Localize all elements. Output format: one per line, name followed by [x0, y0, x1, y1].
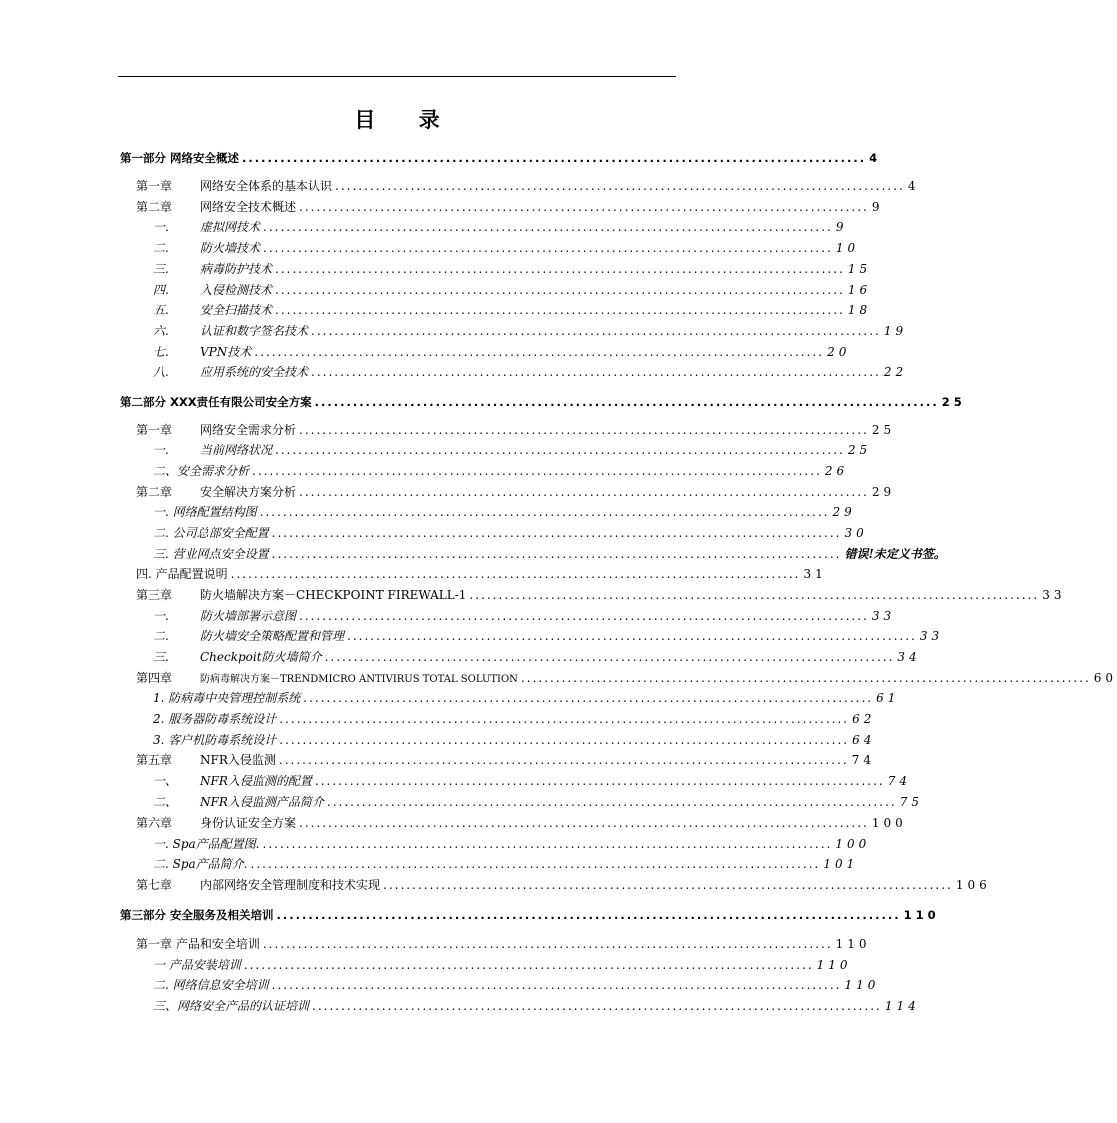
- leader-dots: ..................................................................................................: [254, 345, 825, 359]
- toc-section-num: 一.: [153, 220, 169, 234]
- toc-part-2[interactable]: [120, 394, 966, 410]
- toc-page: 29: [832, 505, 856, 519]
- leader-dots: ..................................................................................................: [250, 857, 821, 871]
- toc-label: 3. 客户机防毒系统设计: [153, 733, 277, 747]
- toc-page: 16: [847, 283, 872, 297]
- toc-section[interactable]: [153, 836, 871, 852]
- toc-label: 防火墙部署示意图: [200, 609, 297, 623]
- toc-chapter-num: 第六章: [136, 816, 173, 830]
- leader-dots: ..................................................................................................: [275, 303, 845, 317]
- toc-section-num: 一.: [153, 443, 169, 457]
- toc-section-num: 七.: [153, 345, 169, 359]
- toc-page: 10: [835, 241, 860, 255]
- leader-dots: ..................................................................................................: [326, 795, 897, 809]
- toc-section-num: 二、: [153, 795, 178, 809]
- leader-dots: ..................................................................................................: [262, 937, 833, 951]
- toc-label: 一. Spa产品配置图.: [153, 837, 260, 851]
- leader-dots: ..................................................................................................: [303, 691, 874, 705]
- toc-chapter[interactable]: [136, 670, 1117, 686]
- toc-page: 60: [1093, 671, 1117, 685]
- toc-chapter-num: 第四章: [136, 671, 173, 685]
- leader-dots: ..................................................................................................: [279, 733, 850, 747]
- toc-section[interactable]: [153, 344, 851, 360]
- leader-dots: ..................................................................................................: [243, 958, 814, 972]
- toc-section[interactable]: [153, 546, 946, 562]
- toc-page: 74: [851, 753, 875, 767]
- toc-label: 2. 服务器防毒系统设计: [153, 712, 277, 726]
- leader-dots: ..................................................................................................: [383, 878, 953, 892]
- leader-dots: ..................................................................................................: [278, 753, 849, 767]
- toc-section[interactable]: [153, 302, 872, 318]
- toc-page: 62: [852, 712, 876, 726]
- toc-label: 二、安全需求分析: [153, 464, 250, 478]
- toc-chapter-num: 第一章: [136, 423, 173, 437]
- toc-chapter[interactable]: [136, 178, 920, 194]
- toc-page: 9: [835, 220, 848, 234]
- toc-chapter-num: 第五章: [136, 753, 173, 767]
- toc-label: 二. 公司总部安全配置: [153, 526, 269, 540]
- toc-section-num: 二.: [153, 629, 169, 643]
- toc-page: 25: [871, 423, 896, 437]
- toc-section[interactable]: [153, 649, 921, 665]
- toc-label: 三. 营业网点安全设置: [153, 547, 269, 561]
- leader-dots: ..................................................................................................: [262, 837, 833, 851]
- toc-page: 18: [847, 303, 872, 317]
- toc-page: 106: [955, 878, 991, 892]
- toc-label: 第三部分 安全服务及相关培训: [120, 908, 274, 922]
- toc-page: 22: [883, 365, 908, 379]
- toc-label: NFR入侵监测产品简介: [200, 795, 324, 809]
- toc-chapter[interactable]: [136, 815, 907, 831]
- toc-section[interactable]: [153, 504, 856, 520]
- toc-section[interactable]: [153, 608, 896, 624]
- toc-section[interactable]: [153, 690, 900, 706]
- toc-page: 61: [876, 691, 900, 705]
- leader-dots: ..................................................................................................: [314, 774, 885, 788]
- toc-label: 二. 网络信息安全培训: [153, 978, 269, 992]
- toc-label: 三、网络安全产品的认证培训: [153, 999, 310, 1013]
- leader-dots: ..................................................................................................: [263, 241, 833, 255]
- toc-page-error: 错误!未定义书签。: [844, 547, 946, 561]
- toc-page: 100: [871, 816, 907, 830]
- leader-dots: ..................................................................................................: [299, 816, 869, 830]
- toc-label: 网络安全需求分析: [200, 423, 297, 437]
- toc-page: 34: [897, 650, 921, 664]
- toc-section[interactable]: [153, 977, 880, 993]
- toc-section[interactable]: [153, 364, 908, 380]
- leader-dots: ..................................................................................................: [275, 283, 845, 297]
- leader-dots: ..................................................................................................: [324, 650, 895, 664]
- toc-chapter[interactable]: [136, 936, 871, 952]
- toc-section[interactable]: [153, 261, 872, 277]
- toc-section-num: 一、: [153, 774, 178, 788]
- toc-chapter[interactable]: [136, 752, 875, 768]
- leader-dots: ..................................................................................................: [299, 423, 869, 437]
- leader-dots: ..................................................................................................: [242, 151, 867, 165]
- toc-label: 入侵检测技术: [200, 283, 273, 297]
- toc-page: 4: [869, 151, 882, 165]
- toc-page: 110: [835, 937, 871, 951]
- toc-label: 第一章 产品和安全培训: [136, 937, 260, 951]
- toc-page: 15: [847, 262, 872, 276]
- toc-page: 74: [887, 774, 911, 788]
- toc-section[interactable]: [153, 732, 876, 748]
- toc-page: 114: [884, 999, 920, 1013]
- toc-chapter-num: 第三章: [136, 588, 173, 602]
- leader-dots: ..................................................................................................: [314, 395, 939, 409]
- toc-label: 内部网络安全管理制度和技术实现: [200, 878, 381, 892]
- toc-section[interactable]: [153, 998, 920, 1014]
- toc-page: 29: [871, 485, 896, 499]
- toc-chapter[interactable]: [136, 877, 991, 893]
- toc-page: 64: [852, 733, 876, 747]
- leader-dots: ..................................................................................................: [271, 526, 842, 540]
- toc-label: 病毒防护技术: [200, 262, 273, 276]
- toc-label: 防火墙技术: [200, 241, 261, 255]
- toc-label: 应用系统的安全技术: [200, 365, 309, 379]
- toc-section[interactable]: [153, 219, 848, 235]
- toc-label: 安全扫描技术: [200, 303, 273, 317]
- toc-section[interactable]: [153, 323, 908, 339]
- leader-dots: ..................................................................................................: [230, 567, 801, 581]
- toc-section-num: 一.: [153, 609, 169, 623]
- toc-label: 1. 防病毒中央管理控制系统: [153, 691, 301, 705]
- toc-chapter-num: 第二章: [136, 200, 173, 214]
- leader-dots: ..................................................................................................: [279, 712, 850, 726]
- toc-page: 20: [827, 345, 851, 359]
- toc-label: NFR入侵监测: [200, 753, 276, 767]
- toc-label: Checkpoit防火墙简介: [200, 650, 322, 664]
- toc-section[interactable]: [153, 240, 860, 256]
- page-title: 目 录: [354, 107, 458, 132]
- toc-section[interactable]: [153, 856, 859, 872]
- leader-dots: ..................................................................................................: [275, 262, 845, 276]
- toc-section[interactable]: [153, 957, 852, 973]
- toc-label: 防病毒解决方案－TRENDMICRO ANTIVIRUS TOTAL SOLUTION: [200, 674, 518, 685]
- leader-dots: ..................................................................................................: [263, 220, 833, 234]
- toc-page: 33: [1042, 588, 1066, 602]
- toc-label: 认证和数字签名技术: [200, 324, 309, 338]
- toc-label: 第一部分 网络安全概述: [120, 151, 240, 165]
- leader-dots: ..................................................................................................: [347, 629, 917, 643]
- toc-label: 四. 产品配置说明: [136, 567, 228, 581]
- toc-page: 100: [835, 837, 871, 851]
- toc-page: 25: [847, 443, 872, 457]
- toc-label: 防火墙安全策略配置和管理: [200, 629, 345, 643]
- toc-label: VPN技术: [200, 345, 252, 359]
- leader-dots: ..................................................................................................: [275, 443, 845, 457]
- toc-section-num: 四.: [153, 283, 169, 297]
- toc-page: 31: [803, 567, 827, 581]
- leader-dots: ..................................................................................................: [271, 547, 842, 561]
- toc-section-num: 三.: [153, 262, 169, 276]
- toc-section-num: 六.: [153, 324, 169, 338]
- toc-section[interactable]: [153, 463, 849, 479]
- toc-label: 防火墙解决方案－CHECKPOINT FIREWALL-1: [200, 588, 467, 602]
- toc-chapter[interactable]: [136, 422, 896, 438]
- toc-page: 110: [844, 978, 880, 992]
- leader-dots: ..................................................................................................: [311, 365, 881, 379]
- toc-page: 25: [941, 395, 966, 409]
- toc-section[interactable]: [153, 628, 944, 644]
- leader-dots: ..................................................................................................: [252, 464, 822, 478]
- toc-page: 9: [871, 200, 884, 214]
- toc-part-1[interactable]: [120, 150, 882, 166]
- leader-dots: ..................................................................................................: [469, 588, 1040, 602]
- leader-dots: ..................................................................................................: [299, 485, 869, 499]
- toc-page: 33: [871, 609, 896, 623]
- toc-chapter-num: 第一章: [136, 179, 173, 193]
- toc-chapter-num: 第二章: [136, 485, 173, 499]
- leader-dots: ..................................................................................................: [259, 505, 830, 519]
- toc-label: 网络安全技术概述: [200, 200, 297, 214]
- toc-label: 安全解决方案分析: [200, 485, 297, 499]
- leader-dots: ..................................................................................................: [271, 978, 842, 992]
- toc-section[interactable]: [153, 794, 923, 810]
- toc-section[interactable]: [136, 566, 827, 582]
- toc-part-3[interactable]: [120, 907, 940, 923]
- toc-section[interactable]: [153, 773, 911, 789]
- leader-dots: ..................................................................................................: [299, 609, 869, 623]
- toc-page: 30: [844, 526, 868, 540]
- toc-label: 第二部分 XXX责任有限公司安全方案: [120, 395, 312, 409]
- leader-dots: ..................................................................................................: [312, 999, 882, 1013]
- toc-page: 33: [919, 629, 944, 643]
- toc-chapter[interactable]: [136, 484, 896, 500]
- leader-dots: ..................................................................................................: [311, 324, 881, 338]
- toc-section[interactable]: [153, 442, 872, 458]
- toc-section[interactable]: [153, 525, 868, 541]
- toc-section[interactable]: [153, 711, 876, 727]
- toc-label: 身份认证安全方案: [200, 816, 297, 830]
- toc-label: 虚拟网技术: [200, 220, 261, 234]
- leader-dots: ..................................................................................................: [299, 200, 869, 214]
- toc-label: 一 产品安装培训: [153, 958, 241, 972]
- toc-section[interactable]: [153, 282, 872, 298]
- toc-label: 一. 网络配置结构图: [153, 505, 257, 519]
- leader-dots: ..................................................................................................: [276, 908, 901, 922]
- toc-page: 110: [903, 908, 940, 922]
- toc-chapter[interactable]: [136, 199, 884, 215]
- toc-page: 26: [824, 464, 849, 478]
- leader-dots: ..................................................................................................: [335, 179, 905, 193]
- toc-page: 110: [816, 958, 852, 972]
- toc-section-num: 八.: [153, 365, 169, 379]
- leader-dots: ..................................................................................................: [520, 671, 1091, 685]
- toc-page: 4: [907, 179, 920, 193]
- toc-chapter[interactable]: [136, 587, 1066, 603]
- toc-chapter-num: 第七章: [136, 878, 173, 892]
- toc-page: 75: [899, 795, 923, 809]
- toc-label: 网络安全体系的基本认识: [200, 179, 333, 193]
- toc-section-num: 五.: [153, 303, 169, 317]
- toc-section-num: 三.: [153, 650, 169, 664]
- toc-section-num: 二.: [153, 241, 169, 255]
- toc-page: 101: [823, 857, 859, 871]
- toc-label: 当前网络状况: [200, 443, 273, 457]
- toc-page: 19: [883, 324, 908, 338]
- toc-label: 二. Spa产品简介.: [153, 857, 248, 871]
- toc-label: NFR入侵监测的配置: [200, 774, 312, 788]
